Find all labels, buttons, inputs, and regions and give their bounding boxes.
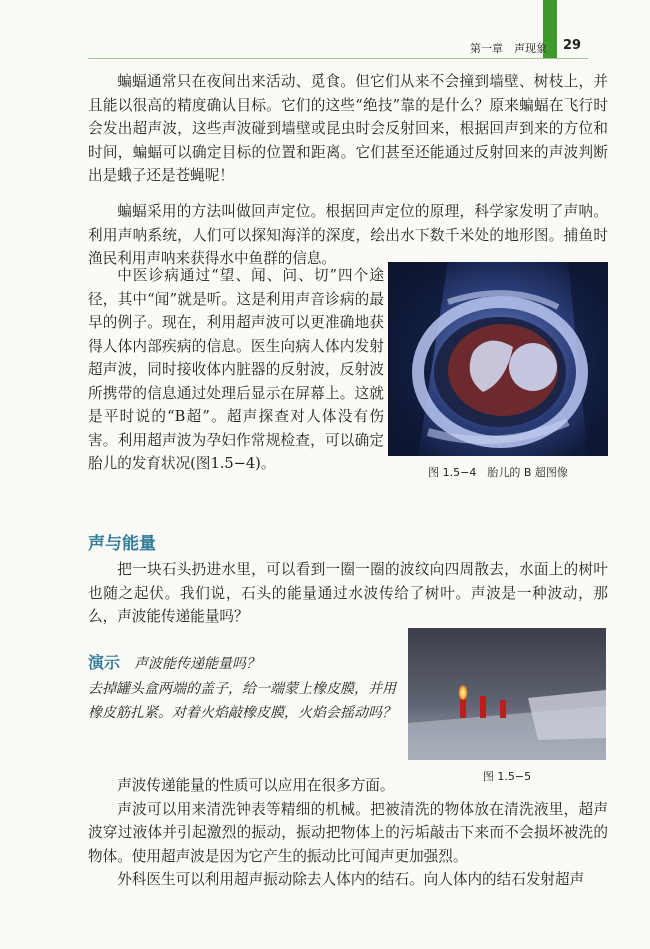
section-intro-text [88, 558, 608, 629]
flame-membrane-photo [408, 628, 606, 760]
chapter-title: 第一章 声现象 [470, 42, 547, 55]
paragraph: 声波传递能量的性质可以应用在很多方面。 [117, 777, 395, 794]
demo-question: 声波能传递能量吗？ [134, 656, 261, 672]
demo-label: 演示 [88, 653, 121, 672]
header-divider [88, 58, 588, 59]
paragraph: 把一块石头扔进水里，可以看到一圈一圈的波纹向四周散去，水面上的树叶也随之起伏。我们说，石头的能量通过水波传给了树叶。声波是一种波动，那么，声波能传递能量吗？ [88, 561, 608, 625]
energy-application-text [88, 774, 608, 892]
figure-caption: 图 1.5−4 胎儿的 B 超图像 [428, 466, 568, 479]
paragraph: 中医诊病通过“望、闻、问、切”四个途径，其中“闻”就是听。这是利用声音诊病的最早的例子。现在，利用超声波可以更准确地获得人体内部疾病的信息。医生向病人体内发射超声波，同时接收体内脏器的反射波，反射波所携带的信息通过处理后显示在屏幕上。这就是平时说的“B超”。超声探查对人体没有伤害。利用超声波为孕妇作常规检查，可以确定胎儿的发育状况(图1.5−4)。 [88, 267, 384, 472]
paragraph: 声波可以用来清洗钟表等精细的机械。把被清洗的物体放在清洗液里，超声波穿过液体并引起激烈的振动，振动把物体上的污垢敲击下来而不会损坏被洗的物体。使用超声波是因为它产生的振动比可闻声更加强烈。 [88, 800, 608, 865]
figure-caption: 图 1.5−5 [482, 770, 532, 783]
page-number: 29 [563, 38, 582, 53]
demo-box [88, 651, 398, 726]
paragraph: 外科医生可以利用超声振动除去人体内的结石。向人体内的结石发射超声 [117, 871, 585, 888]
bat-echolocation-text [88, 70, 608, 188]
paragraph: 蝙蝠采用的方法叫做回声定位。根据回声定位的原理，科学家发明了声呐。利用声呐系统，人们可以探知海洋的深度，绘出水下数千米处的地形图。捕鱼时渔民利用声呐来获得水中鱼群的信息。 [88, 203, 608, 267]
fetus-ultrasound-image [388, 262, 608, 456]
sonar-text [88, 200, 608, 271]
section-title: 声与能量 [88, 534, 156, 554]
medical-ultrasound-text [88, 264, 384, 476]
demo-body: 去掉罐头盒两端的盖子，给一端蒙上橡皮膜，并用橡皮筋扎紧。对着火焰敲橡皮膜，火焰会摇动吗？ [88, 680, 396, 721]
paragraph: 蝙蝠通常只在夜间出来活动、觅食。但它们从来不会撞到墙壁、树枝上，并且能以很高的精度确认目标。它们的这些“绝技”靠的是什么？原来蝙蝠在飞行时会发出超声波，这些声波碰到墙壁或昆虫时会反射回来，根据回声到来的方位和时间，蝙蝠可以确定目标的位置和距离。它们甚至还能通过反射回来的声波判断出是蛾子还是苍蝇呢！ [88, 73, 608, 184]
